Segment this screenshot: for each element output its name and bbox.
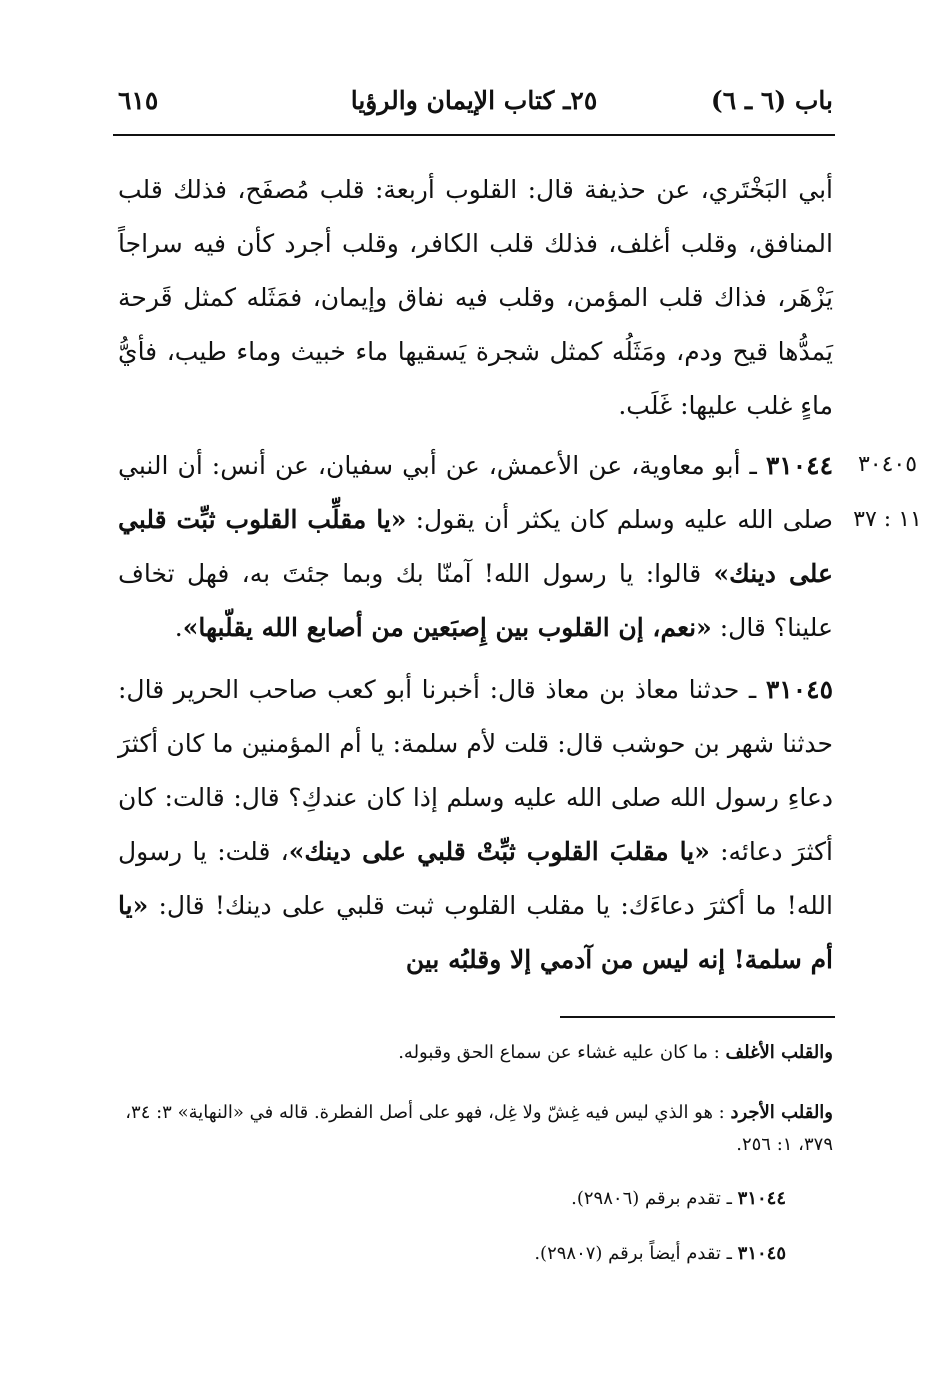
hadith-31045: [118, 663, 833, 987]
footnote-2: [118, 1097, 833, 1161]
hadith-text: ، قلت: يا رسول الله! ما أكثرَ دعاءَك: يا مقلب القلوب ثبت قلبي على دينك! قال:: [118, 837, 833, 920]
footnote-term: والقلب الأجرد: [730, 1102, 833, 1123]
hadith-quote: «يا مقلِّب القلوب ثبِّت قلبي على دينك»: [118, 505, 833, 588]
paragraph-continuation: أبي البَخْتَري، عن حذيفة قال: القلوب أربعة: قلب مُصفَح، فذلك قلب المنافق، وقلب أغلف، فذلك قلب الكافر، وقلب أجرد كأن فيه سراجاً يَزْهَر، فذاك قلب المؤمن، وقلب فيه نفاق وإيمان، فمَثَله كمثل قَرحة يَمدُّها قيح ودم، ومَثَلُه كمثل شجرة يَسقيها ماء خبيث وماء طيب، فأيُّ ماءٍ غلب عليها: غَلَب.: [118, 175, 833, 420]
footnote-number: ٣١٠٤٥: [737, 1243, 786, 1264]
margin-reference-2: ١١ : ٣٧: [853, 507, 922, 532]
hadith-quote: «نعم، إن القلوب بين إِصبَعين من أصابع الله يقلّبها»: [182, 613, 712, 642]
hadith-text: قالوا: يا رسول الله! آمنّا بك وبما جئتَ به، فهل تخاف علينا؟ قال:: [118, 559, 833, 642]
footnote-text: ـ تقدم برقم (٢٩٨٠٦).: [571, 1188, 738, 1209]
footnote-4: [118, 1238, 833, 1270]
hadith-quote: «يا أم سلمة! إنه ليس من آدمي إلا وقلبُه بين: [118, 891, 833, 974]
book-title: ٢٥ـ كتاب الإيمان والرؤيا: [350, 86, 598, 115]
footnote-text: ـ تقدم أيضاً برقم (٢٩٨٠٧).: [534, 1243, 738, 1264]
page-number: ٦١٥: [118, 86, 159, 115]
margin-reference-1: ٣٠٤٠٥: [857, 452, 918, 477]
footnote-number: ٣١٠٤٤: [737, 1188, 786, 1209]
hadith-text: ـ أبو معاوية، عن الأعمش، عن أبي سفيان، عن أنس: أن النبي صلى الله عليه وسلم كان يكثر أن يقول:: [118, 451, 833, 534]
hadith-31044: [118, 439, 833, 655]
footnote-text: : ما كان عليه غشاء عن سماع الحق وقبوله.: [398, 1042, 726, 1063]
footnote-term: والقلب الأغلف: [725, 1042, 833, 1063]
footnote-3: [118, 1183, 833, 1215]
hadith-number: ٣١٠٤٥: [765, 675, 833, 704]
footnote-rule: [560, 1016, 835, 1018]
hadith-text: .: [174, 613, 183, 642]
footnote-text: : هو الذي ليس فيه غِشّ ولا غِل، فهو على أصل الفطرة. قاله في «النهاية» ٣: ٣٤، ٣٧٩، ١: ٢٥٦.: [125, 1102, 833, 1155]
hadith-text: ـ حدثنا معاذ بن معاذ قال: أخبرنا أبو كعب صاحب الحرير قال: حدثنا شهر بن حوشب قال: قلت لأم سلمة: يا أم المؤمنين ما كان أكثرَ دعاءِ رسول الله صلى الله عليه وسلم إذا كان عندكِ؟ قال: قالت: كان أكثرَ دعائه:: [118, 675, 833, 866]
footnote-1: [118, 1037, 833, 1069]
chapter-heading: باب (٦ ـ ٦): [710, 86, 833, 115]
header-rule: [113, 134, 835, 136]
hadith-number: ٣١٠٤٤: [765, 451, 833, 480]
hadith-quote: «يا مقلبَ القلوب ثبِّتْ قلبي على دينك»: [288, 837, 710, 866]
